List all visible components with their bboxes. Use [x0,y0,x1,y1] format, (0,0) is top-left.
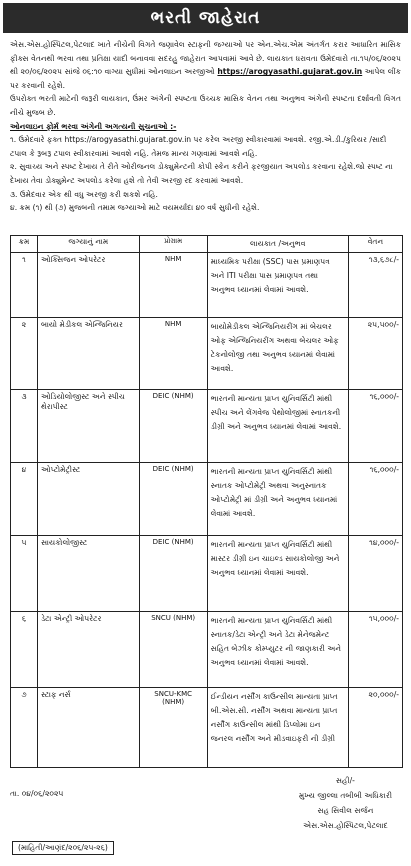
row-program: DEIC (NHM) [139,463,207,536]
intro-text-end: આપેલ લીંક પર કરવાની રહેશે. [10,67,401,90]
row-pay: ૧૬,૦૦૦/- [348,463,402,536]
reference-number: (માહિતી/આણંદ/૨૦૬/૨૫-૨૬) [12,841,114,855]
instruction-item: ૨. સુવાચ્ય અને સ્પષ્ટ દેખાય તે રીતે ઓરીજનલ ડોક્યુમેન્ટની કોપી સ્કેન કરીને ફરજીયાત અપલોડ કરવાના રહેશે.જો સ્પષ્ટ ના દેખાય તેવા ડોક્યુમેન્ટ અપલોડ કરેલા હશે તો તેવી અરજી રદ કરવામાં આવશે. [10,162,393,185]
row-program: DEIC (NHM) [139,390,207,463]
row-serial: ૫ [11,536,38,612]
intro-paragraph [10,38,401,92]
row-pay: ૧૫,૦૦૦/- [348,612,402,688]
application-link[interactable]: https://arogyasathi.gujarat.gov.in [217,67,363,77]
row-serial: ૨ [11,318,38,390]
row-post: ઓપ્ટોમેટ્રીસ્ટ [37,463,139,536]
row-post: સાયકોલોજીસ્ટ [37,536,139,612]
instructions-list [3,133,408,215]
header-program: પ્રોગ્રામ [139,236,207,253]
page-title: ભરતી જાહેરાત [3,3,408,33]
row-serial: ૧ [11,253,38,318]
row-program: DEIC (NHM) [139,536,207,612]
table-row [11,536,403,612]
header-pay: વેતન [348,236,402,253]
header-qualification: લાયકાત /અનુભવ [207,236,348,253]
table-row [11,688,403,768]
row-pay: ૧૩,૬૭૮/- [348,253,402,318]
row-qualification: ભારતની માન્યતા પ્રાપ્ત યુનિવર્સિટી માંથી માસ્ટર ડીગ્રી ઇન ચાઇલ્ડ સાયકોલોજી અને અનુભવ ધ્યાનમાં લેવામાં આવશે. [207,536,348,612]
row-serial: ૪ [11,463,38,536]
row-qualification: ભારતની માન્યતા પ્રાપ્ત યુનિવર્સિટી માંથી સ્પીચ અને લેંગવેજ પેથોલોજીમાં સ્નાતકની ડીગ્રી અને અનુભવ ધ્યાનમાં લેવામાં આવશે. [207,390,348,463]
row-program: SNCU (NHM) [139,612,207,688]
row-serial: ૬ [11,612,38,688]
instruction-item: ૩. ઉમેદવાર એક થી વધુ અરજી કરી શકશે નહિ. [10,189,158,199]
row-program: NHM [139,318,207,390]
table-row [11,390,403,463]
table-row [11,612,403,688]
row-pay: ૨૫,૫૦૦/- [348,318,402,390]
signature-block [299,773,392,833]
row-pay: ૧૬,૦૦૦/- [348,390,402,463]
row-program: SNCU-KMC (NHM) [139,688,207,768]
instruction-item: ૪. ક્રમ (૧) થી (૭) મુજબની તમામ જગ્યાઓ માટે વયમર્યાદા ૪૦ વર્ષ સુધીની રહેશે. [10,203,260,213]
instruction-item: ૧. ઉમેદવારે ફક્ત https://arogyasathi.gujarat.gov.in પર કરેલ અરજી સ્વીકારવામાં આવશે. રજી.એ.ડી./કુરિયર /સાદી ટપાલ કે રૂબરૂ ટપાલ સ્વીકારવામાં આવશે નહિ. તેમજ માન્ય ગણવામાં આવશે નહિ. [10,135,387,158]
notice-date: તા. ૦૪/૦૬/૨૦૨૫ [10,789,64,798]
table-header-row [11,236,403,253]
advertisement-page [3,3,408,860]
signatory-office: એસ.એસ.હોસ્પિટલ,પેટલાદ [303,821,388,830]
table-row [11,253,403,318]
row-post: ઓક્સિજન ઓપરેટર [37,253,139,318]
row-post: બાયો મેડીકલ એન્જિનિયર [37,318,139,390]
table-row [11,463,403,536]
row-program: NHM [139,253,207,318]
signatory-subtitle: સહ સિવીલ સર્જન [317,806,374,815]
instructions-heading: ઓનલાઇન ફોર્મ ભરવા અંગેની અગત્યની સુચનાઓ :- [10,121,177,131]
row-qualification: માધ્યમિક પરીક્ષા (SSC) પાસ પ્રમાણપત્ર અને ITI પરીક્ષા પાસ પ્રમાણપત્ર તથા અનુભવ ધ્યાનમાં લેવામાં આવશે. [207,253,348,318]
row-qualification: ભારતની માન્યતા પ્રાપ્ત યુનિવર્સિટી માંથી સ્નાતક/ડેટા એન્ટ્રી અને ડેટા મેનેજમેન્ટ સહિત બેઝીક કોમ્પ્યુટર ની જાણકારી અને અનુભવ ધ્યાનમાં લેવામાં આવશે. [207,612,348,688]
row-pay: ૨૦,૦૦૦/- [348,688,402,768]
row-pay: ૧૪,૦૦૦/- [348,536,402,612]
table-row [11,318,403,390]
row-post: સ્ટાફ નર્સ [37,688,139,768]
row-qualification: ભારતની માન્યતા પ્રાપ્ત યુનિવર્સિટી માંથી સ્નાતક ઓપ્ટોમેટ્રી અથવા અનુસ્નાતક ઓપ્ટોમેટ્રી માં ડીગ્રી અને અનુભવ ધ્યાનમાં લેવામાં આવશે. [207,463,348,536]
row-qualification: બાયોમેડીકલ એન્જિનિયરીંગ માં બેચલર ઓફ એન્જિનિયરીંગ અથવા બેચલર ઓફ ટેકનોલોજી તથા અનુભવ ધ્યાનમાં લેવામાં આવશે. [207,318,348,390]
header-serial: ક્રમ [11,236,38,253]
header-post: જગ્યાનું નામ [37,236,139,253]
signatory-title: મુખ્ય જીલ્લા તબીબી અધિકારી [298,791,392,800]
row-serial: ૩ [11,390,38,463]
signature-mark: સહી/- [335,776,355,785]
row-post: ઓડિયોલોજીસ્ટ અને સ્પીચ થેરાપીસ્ટ [37,390,139,463]
row-qualification: ઈન્ડીયન નર્સીંગ કાઉન્સીલ માન્યતા પ્રાપ્ત બી.એસ.સી. નર્સીંગ અથવા માન્યતા પ્રાપ્ત નર્સીંગ કાઉન્સીલ માંથી ડિપ્લોમા ઇન જનરલ નર્સીંગ અને મીડવાઇફરી ની ડીગ્રી [207,688,348,768]
intro-section [3,33,408,133]
intro-text: એસ.એસ.હોસ્પિટલ,પેટલાદ ખાતે નીચેની વિગતે જણાવેલ સ્ટાફની જગ્યાઓ પર એન.એચ.એમ અંતર્ગત કરાર આધારિત માસિક ફીક્સ વેતનથી ભરવા તથા પ્રતિક્ષા યાદી બનાવવા સદરહુ જાહેરાત આપવામાં આવે છે. લાયકાત ધરાવતા ઉમેદવારો તા.૧૫/૦૬/૨૦૨૫ થી ૨૦/૦૬/૨૦૨૫ સાંજે ૦૬:૧૦ વાગ્યા સુધીમાં ઓનલાઇન અરજીઓ [10,40,401,77]
row-post: ડેટા એન્ટ્રી ઓપરેટર [37,612,139,688]
posts-table [10,235,403,768]
row-serial: ૭ [11,688,38,768]
intro-details: ઉપરોક્ત ભરતી માટેની જરૂરી લાયકાત, ઉંમર અંગેની સ્પષ્ટતા ઉચ્ચક માસિક વેતન તથા અનુભવ અંગેની સ્પષ્ટતા દર્શાવતી વિગત નીચે મુજબ છે. [10,94,401,117]
